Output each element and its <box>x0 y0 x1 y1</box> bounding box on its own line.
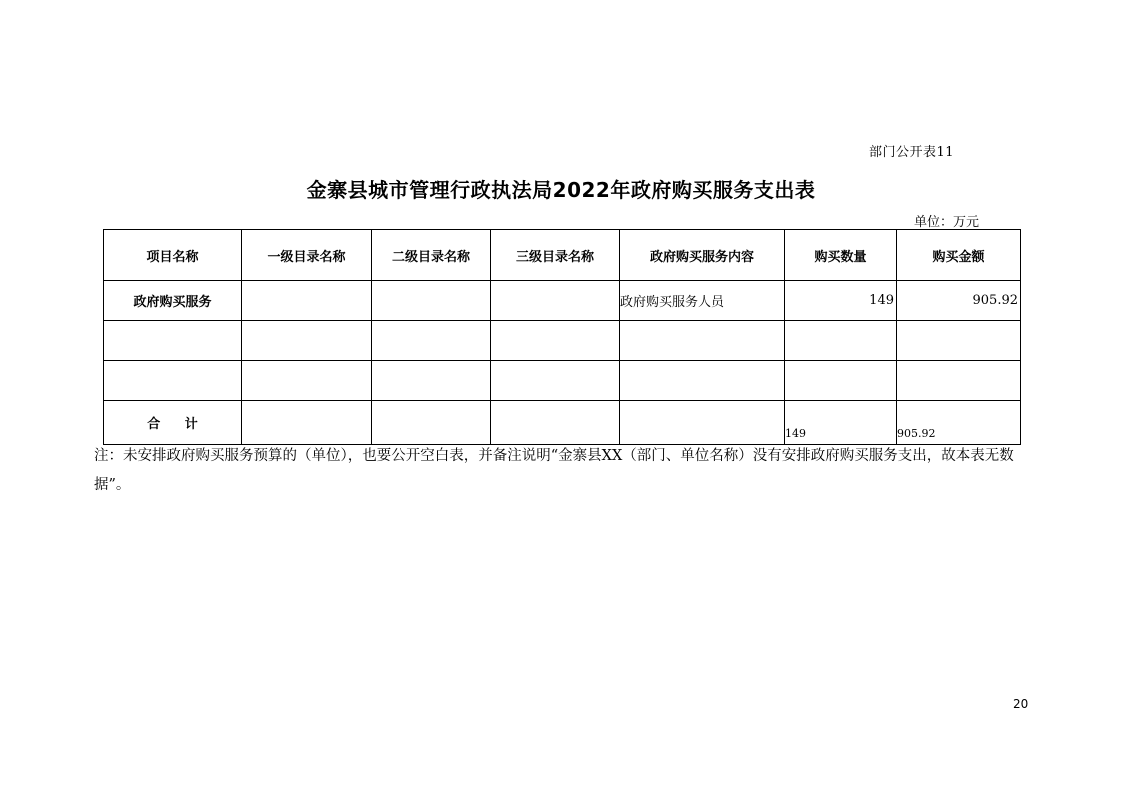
cell-service-content <box>620 321 785 361</box>
total-amount: 905.92 <box>897 401 1021 445</box>
table-header-row <box>104 230 1021 281</box>
cell-amount: 905.92 <box>897 281 1021 321</box>
cell-service-content: 政府购买服务人员 <box>620 281 785 321</box>
total-cell-level2 <box>372 401 491 445</box>
cell-level3 <box>491 321 620 361</box>
expenditure-table <box>103 229 1021 445</box>
cell-level1 <box>242 281 372 321</box>
page-number: 20 <box>1013 697 1029 711</box>
cell-level1 <box>242 361 372 401</box>
col-header-level2: 二级目录名称 <box>372 230 491 281</box>
cell-quantity <box>785 361 897 401</box>
table-row <box>104 321 1021 361</box>
cell-level3 <box>491 281 620 321</box>
col-header-amount: 购买金额 <box>897 230 1021 281</box>
cell-quantity: 149 <box>785 281 897 321</box>
total-row <box>104 401 1021 445</box>
cell-level2 <box>372 321 491 361</box>
cell-project-name: 政府购买服务 <box>104 281 242 321</box>
col-header-project-name: 项目名称 <box>104 230 242 281</box>
total-cell-level1 <box>242 401 372 445</box>
cell-project-name <box>104 361 242 401</box>
total-cell-level3 <box>491 401 620 445</box>
page-title: 金寨县城市管理行政执法局2022年政府购买服务支出表 <box>306 178 816 202</box>
total-cell-service-content <box>620 401 785 445</box>
cell-level1 <box>242 321 372 361</box>
total-label: 合 计 <box>104 401 242 445</box>
unit-label: 单位：万元 <box>914 215 980 230</box>
col-header-level1: 一级目录名称 <box>242 230 372 281</box>
table-row <box>104 281 1021 321</box>
cell-level2 <box>372 361 491 401</box>
cell-project-name <box>104 321 242 361</box>
cell-amount <box>897 321 1021 361</box>
total-quantity: 149 <box>785 401 897 445</box>
col-header-service-content: 政府购买服务内容 <box>620 230 785 281</box>
cell-level2 <box>372 281 491 321</box>
cell-quantity <box>785 321 897 361</box>
col-header-level3: 三级目录名称 <box>491 230 620 281</box>
form-code: 部门公开表11 <box>869 145 955 160</box>
table-row <box>104 361 1021 401</box>
cell-level3 <box>491 361 620 401</box>
col-header-quantity: 购买数量 <box>785 230 897 281</box>
footnote: 注：未安排政府购买服务预算的（单位），也要公开空白表，并备注说明“金寨县XX（部门、单位名称）没有安排政府购买服务支出，故本表无数据”。 <box>94 448 1014 493</box>
cell-service-content <box>620 361 785 401</box>
cell-amount <box>897 361 1021 401</box>
